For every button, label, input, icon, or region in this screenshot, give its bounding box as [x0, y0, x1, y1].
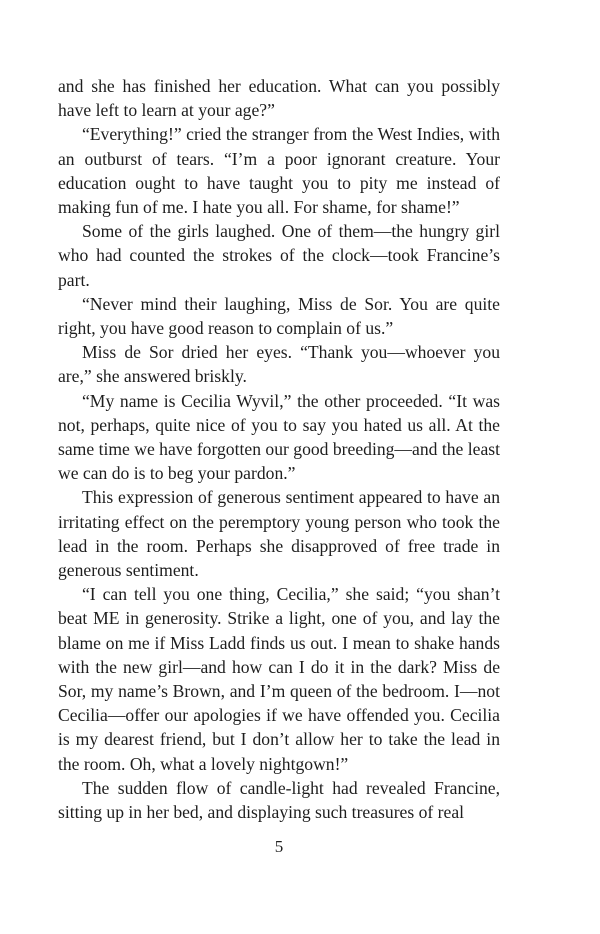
paragraph: Miss de Sor dried her eyes. “Thank you—whoever you are,” she answered briskly. — [58, 342, 500, 387]
paragraph: This expression of generous sentiment appeared to have an irritating effect on the peremptory young person who took the lead in the room. Perhaps she disapproved of free trade in generous sentiment. — [58, 487, 500, 581]
paragraph: Some of the girls laughed. One of them—the hungry girl who had counted the strokes of the clock—took Francine’s part. — [58, 221, 500, 290]
paragraph: “My name is Cecilia Wyvil,” the other proceeded. “It was not, perhaps, quite nice of you to say you hated us all. At the same time we have forgotten our good breeding—and the least we can do is to beg your pardon.” — [58, 390, 500, 484]
body-text — [58, 74, 500, 824]
paragraph: and she has finished her education. What can you possibly have left to learn at your age?” — [58, 76, 500, 121]
paragraph: The sudden flow of candle-light had revealed Francine, sitting up in her bed, and displaying such treasures of real — [58, 777, 500, 823]
paragraph: “Everything!” cried the stranger from the West Indies, with an outburst of tears. “I’m a poor ignorant creature. Your education ought to have taught you to pity me instead of making fun of me. I hate you all. For shame, for shame!” — [58, 124, 500, 218]
paragraph: “I can tell you one thing, Cecilia,” she said; “you shan’t beat ME in generosity. Strike a light, one of you, and lay the blame on me if Miss Ladd finds us out. I mean to shake hands with the new girl—and how can I do it in the dark? Miss de Sor, my name’s Brown, and I’m queen of the bedroom. I—not Cecilia—offer our apologies if we have offended you. Cecilia is my dearest friend, but I don’t allow her to take the lead in the room. Oh, what a lovely nightgown!” — [58, 584, 500, 774]
page-number: 5 — [274, 837, 284, 856]
paragraph: “Never mind their laughing, Miss de Sor. You are quite right, you have good reason to complain of us.” — [58, 293, 500, 339]
